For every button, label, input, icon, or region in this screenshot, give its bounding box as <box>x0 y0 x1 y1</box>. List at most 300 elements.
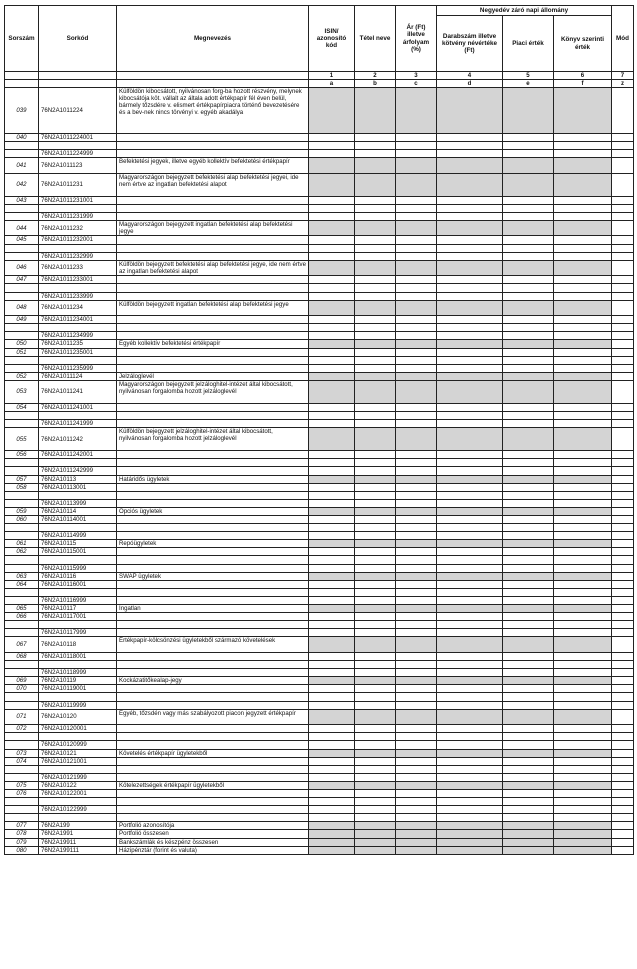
row-cell-tetel <box>355 588 396 596</box>
row-sorszam: 077 <box>5 822 39 830</box>
row-cell-darab <box>437 348 503 356</box>
table-row <box>5 524 634 532</box>
header-mod: Mód <box>612 6 634 72</box>
row-sorszam: 061 <box>5 540 39 548</box>
row-cell-ar <box>396 340 437 348</box>
table-row <box>5 605 634 613</box>
row-megnevezes <box>117 773 309 781</box>
row-cell-ar <box>396 300 437 316</box>
row-megnevezes <box>117 532 309 540</box>
row-sorszam <box>5 356 39 364</box>
row-megnevezes: Értékpapír-kölcsönzési ügyletekből származó követelések <box>117 637 309 653</box>
row-cell-konyv <box>554 741 612 749</box>
row-cell-mod <box>612 621 634 629</box>
row-cell-piaci <box>503 356 554 364</box>
row-sorkod: 76N2A1011232 <box>39 220 117 236</box>
col-number: 3 <box>396 72 437 80</box>
row-cell-isin <box>309 236 355 244</box>
row-cell-tetel <box>355 548 396 556</box>
row-cell-tetel <box>355 348 396 356</box>
row-megnevezes <box>117 204 309 212</box>
row-cell-mod <box>612 830 634 838</box>
row-cell-piaci <box>503 499 554 507</box>
row-cell-konyv <box>554 677 612 685</box>
row-cell-darab <box>437 380 503 403</box>
row-cell-darab <box>437 613 503 621</box>
row-cell-ar <box>396 765 437 773</box>
row-cell-piaci <box>503 572 554 580</box>
row-sorszam <box>5 621 39 629</box>
row-cell-piaci <box>503 685 554 693</box>
table-row <box>5 765 634 773</box>
row-cell-darab <box>437 580 503 588</box>
row-cell-mod <box>612 507 634 515</box>
row-megnevezes <box>117 629 309 637</box>
table-row <box>5 300 634 316</box>
row-cell-konyv <box>554 173 612 196</box>
row-megnevezes <box>117 814 309 822</box>
row-megnevezes <box>117 133 309 141</box>
row-sorszam: 051 <box>5 348 39 356</box>
row-sorszam: 049 <box>5 316 39 324</box>
col-letter: a <box>309 80 355 88</box>
row-cell-isin <box>309 669 355 677</box>
row-cell-konyv <box>554 260 612 276</box>
row-cell-isin <box>309 220 355 236</box>
row-cell-isin <box>309 428 355 451</box>
row-sorkod <box>39 588 117 596</box>
row-cell-tetel <box>355 133 396 141</box>
row-cell-konyv <box>554 773 612 781</box>
row-sorszam <box>5 596 39 604</box>
row-sorkod: 76N2A10115 <box>39 540 117 548</box>
row-cell-piaci <box>503 822 554 830</box>
row-cell-isin <box>309 348 355 356</box>
row-cell-mod <box>612 757 634 765</box>
row-cell-mod <box>612 725 634 733</box>
row-megnevezes <box>117 483 309 491</box>
table-row <box>5 709 634 725</box>
row-sorszam <box>5 532 39 540</box>
row-cell-konyv <box>554 420 612 428</box>
row-sorkod: 76N2A10122 <box>39 781 117 789</box>
row-cell-piaci <box>503 348 554 356</box>
row-cell-konyv <box>554 765 612 773</box>
table-row <box>5 846 634 854</box>
header-isin: ISIN/ azonosító kód <box>309 6 355 72</box>
row-cell-tetel <box>355 356 396 364</box>
row-sorkod: 76N2A10122001 <box>39 789 117 797</box>
row-cell-darab <box>437 507 503 515</box>
row-cell-piaci <box>503 220 554 236</box>
row-sorkod: 76N2A10120 <box>39 709 117 725</box>
row-cell-konyv <box>554 356 612 364</box>
row-cell-tetel <box>355 403 396 411</box>
row-sorkod: 76N2A10118999 <box>39 669 117 677</box>
row-cell-konyv <box>554 685 612 693</box>
row-cell-konyv <box>554 204 612 212</box>
row-megnevezes <box>117 348 309 356</box>
row-cell-ar <box>396 709 437 725</box>
row-cell-isin <box>309 316 355 324</box>
row-sorkod: 76N2A1011234999 <box>39 332 117 340</box>
row-cell-darab <box>437 292 503 300</box>
table-row <box>5 781 634 789</box>
row-cell-darab <box>437 822 503 830</box>
row-cell-konyv <box>554 300 612 316</box>
row-cell-piaci <box>503 372 554 380</box>
row-sorkod: 76N2A1011235 <box>39 340 117 348</box>
row-cell-darab <box>437 204 503 212</box>
row-sorkod: 76N2A1011232999 <box>39 252 117 260</box>
row-cell-tetel <box>355 621 396 629</box>
row-megnevezes <box>117 613 309 621</box>
row-cell-piaci <box>503 693 554 701</box>
row-cell-piaci <box>503 838 554 846</box>
row-sorkod <box>39 244 117 252</box>
row-cell-mod <box>612 733 634 741</box>
row-cell-isin <box>309 332 355 340</box>
row-sorkod: 76N2A10113 <box>39 475 117 483</box>
row-cell-piaci <box>503 749 554 757</box>
row-sorszam: 042 <box>5 173 39 196</box>
row-cell-konyv <box>554 798 612 806</box>
row-cell-mod <box>612 749 634 757</box>
row-sorszam: 048 <box>5 300 39 316</box>
row-cell-ar <box>396 499 437 507</box>
row-cell-ar <box>396 428 437 451</box>
row-sorszam: 057 <box>5 475 39 483</box>
row-sorkod <box>39 798 117 806</box>
row-cell-konyv <box>554 540 612 548</box>
row-cell-ar <box>396 475 437 483</box>
row-cell-tetel <box>355 846 396 854</box>
row-cell-darab <box>437 677 503 685</box>
row-cell-ar <box>396 292 437 300</box>
row-sorkod: 76N2A10118001 <box>39 652 117 660</box>
row-cell-piaci <box>503 773 554 781</box>
row-cell-mod <box>612 605 634 613</box>
row-cell-tetel <box>355 451 396 459</box>
row-cell-konyv <box>554 196 612 204</box>
row-cell-darab <box>437 701 503 709</box>
row-cell-ar <box>396 380 437 403</box>
row-cell-tetel <box>355 637 396 653</box>
row-cell-tetel <box>355 524 396 532</box>
table-row <box>5 661 634 669</box>
row-cell-mod <box>612 292 634 300</box>
row-sorszam <box>5 556 39 564</box>
row-megnevezes <box>117 403 309 411</box>
row-cell-ar <box>396 596 437 604</box>
row-cell-tetel <box>355 276 396 284</box>
row-cell-ar <box>396 572 437 580</box>
row-cell-isin <box>309 580 355 588</box>
row-cell-darab <box>437 260 503 276</box>
table-row <box>5 292 634 300</box>
row-cell-darab <box>437 276 503 284</box>
table-row <box>5 806 634 814</box>
table-row <box>5 621 634 629</box>
row-sorszam: 043 <box>5 196 39 204</box>
row-cell-mod <box>612 348 634 356</box>
row-cell-mod <box>612 475 634 483</box>
row-megnevezes: Befektetési jegyek, illetve egyéb kollektív befektetési értékpapír <box>117 157 309 173</box>
row-cell-konyv <box>554 637 612 653</box>
row-cell-tetel <box>355 789 396 797</box>
table-row <box>5 276 634 284</box>
row-cell-mod <box>612 652 634 660</box>
row-sorszam: 059 <box>5 507 39 515</box>
table-row <box>5 564 634 572</box>
row-cell-konyv <box>554 380 612 403</box>
row-cell-ar <box>396 814 437 822</box>
row-cell-konyv <box>554 467 612 475</box>
row-cell-piaci <box>503 532 554 540</box>
row-cell-mod <box>612 236 634 244</box>
row-cell-ar <box>396 757 437 765</box>
row-cell-isin <box>309 324 355 332</box>
row-cell-piaci <box>503 212 554 220</box>
row-cell-konyv <box>554 749 612 757</box>
row-megnevezes: Követelés értékpapír ügyletekből <box>117 749 309 757</box>
table-row <box>5 88 634 134</box>
table-row <box>5 220 634 236</box>
row-megnevezes: Magyarországon bejegyzett befektetési alap befektetési jegyei, ide nem értve az ingatlan befektetési alapot <box>117 173 309 196</box>
table-row <box>5 412 634 420</box>
row-cell-piaci <box>503 701 554 709</box>
row-cell-ar <box>396 284 437 292</box>
row-cell-piaci <box>503 789 554 797</box>
row-cell-darab <box>437 284 503 292</box>
table-row <box>5 149 634 157</box>
row-cell-tetel <box>355 141 396 149</box>
row-cell-ar <box>396 491 437 499</box>
row-cell-mod <box>612 781 634 789</box>
row-cell-mod <box>612 451 634 459</box>
row-megnevezes: Magyarországon bejegyzett ingatlan befektetési alap befektetési jegye <box>117 220 309 236</box>
row-megnevezes <box>117 196 309 204</box>
row-sorszam <box>5 252 39 260</box>
row-cell-ar <box>396 524 437 532</box>
table-row <box>5 515 634 523</box>
row-sorszam: 079 <box>5 838 39 846</box>
col-number: 6 <box>554 72 612 80</box>
row-cell-piaci <box>503 276 554 284</box>
row-cell-konyv <box>554 212 612 220</box>
table-row <box>5 572 634 580</box>
row-cell-mod <box>612 661 634 669</box>
row-megnevezes: Jelzáloglevél <box>117 372 309 380</box>
row-cell-tetel <box>355 173 396 196</box>
row-sorszam: 076 <box>5 789 39 797</box>
row-cell-tetel <box>355 372 396 380</box>
row-cell-piaci <box>503 236 554 244</box>
row-sorszam <box>5 491 39 499</box>
row-cell-isin <box>309 540 355 548</box>
row-cell-ar <box>396 613 437 621</box>
row-cell-konyv <box>554 822 612 830</box>
row-sorszam: 067 <box>5 637 39 653</box>
row-cell-konyv <box>554 340 612 348</box>
row-cell-mod <box>612 580 634 588</box>
row-sorkod: 76N2A10115001 <box>39 548 117 556</box>
row-cell-tetel <box>355 515 396 523</box>
row-sorszam: 041 <box>5 157 39 173</box>
table-row <box>5 629 634 637</box>
row-sorkod: 76N2A1011234001 <box>39 316 117 324</box>
row-cell-darab <box>437 564 503 572</box>
header-sorszam: Sorszám <box>5 6 39 72</box>
table-row <box>5 741 634 749</box>
header-tetel: Tétel neve <box>355 6 396 72</box>
row-cell-isin <box>309 204 355 212</box>
row-cell-mod <box>612 483 634 491</box>
row-cell-isin <box>309 765 355 773</box>
row-sorkod <box>39 412 117 420</box>
row-cell-darab <box>437 475 503 483</box>
row-cell-ar <box>396 133 437 141</box>
row-sorkod: 76N2A10116999 <box>39 596 117 604</box>
row-sorkod: 76N2A10118 <box>39 637 117 653</box>
col-letter: d <box>437 80 503 88</box>
row-sorkod: 76N2A10115999 <box>39 564 117 572</box>
row-sorkod: 76N2A1011232001 <box>39 236 117 244</box>
row-cell-darab <box>437 540 503 548</box>
row-sorkod: 76N2A10119999 <box>39 701 117 709</box>
row-sorszam <box>5 806 39 814</box>
row-sorkod: 76N2A10117 <box>39 605 117 613</box>
row-cell-isin <box>309 292 355 300</box>
row-cell-tetel <box>355 412 396 420</box>
row-cell-konyv <box>554 499 612 507</box>
row-cell-piaci <box>503 412 554 420</box>
row-cell-konyv <box>554 133 612 141</box>
row-cell-konyv <box>554 412 612 420</box>
row-cell-tetel <box>355 765 396 773</box>
row-cell-konyv <box>554 316 612 324</box>
row-cell-darab <box>437 637 503 653</box>
row-cell-piaci <box>503 733 554 741</box>
row-cell-piaci <box>503 781 554 789</box>
row-cell-tetel <box>355 838 396 846</box>
row-cell-isin <box>309 773 355 781</box>
row-cell-darab <box>437 548 503 556</box>
row-sorkod: 76N2A10119001 <box>39 685 117 693</box>
table-row <box>5 372 634 380</box>
row-cell-konyv <box>554 491 612 499</box>
row-sorszam <box>5 629 39 637</box>
row-cell-konyv <box>554 701 612 709</box>
row-cell-mod <box>612 204 634 212</box>
row-cell-konyv <box>554 483 612 491</box>
row-cell-isin <box>309 459 355 467</box>
row-sorszam: 066 <box>5 613 39 621</box>
row-cell-isin <box>309 149 355 157</box>
table-row <box>5 212 634 220</box>
row-sorkod: 76N2A1011224 <box>39 88 117 134</box>
row-cell-darab <box>437 830 503 838</box>
row-cell-tetel <box>355 822 396 830</box>
row-cell-mod <box>612 300 634 316</box>
row-cell-ar <box>396 157 437 173</box>
row-cell-ar <box>396 483 437 491</box>
row-cell-darab <box>437 838 503 846</box>
row-cell-darab <box>437 781 503 789</box>
row-sorszam <box>5 765 39 773</box>
col-letter: f <box>554 80 612 88</box>
row-cell-tetel <box>355 669 396 677</box>
row-cell-ar <box>396 637 437 653</box>
row-sorszam: 071 <box>5 709 39 725</box>
row-cell-ar <box>396 403 437 411</box>
row-cell-darab <box>437 773 503 781</box>
row-cell-piaci <box>503 284 554 292</box>
row-cell-darab <box>437 141 503 149</box>
row-cell-piaci <box>503 300 554 316</box>
table-row <box>5 428 634 451</box>
row-cell-konyv <box>554 524 612 532</box>
row-cell-tetel <box>355 830 396 838</box>
row-cell-mod <box>612 515 634 523</box>
row-sorkod: 76N2A1011234 <box>39 300 117 316</box>
row-cell-tetel <box>355 420 396 428</box>
row-cell-darab <box>437 236 503 244</box>
row-megnevezes <box>117 491 309 499</box>
row-cell-ar <box>396 196 437 204</box>
row-megnevezes: Kötelezettségek értékpapír ügyletekből <box>117 781 309 789</box>
row-megnevezes <box>117 292 309 300</box>
row-megnevezes <box>117 332 309 340</box>
row-cell-isin <box>309 420 355 428</box>
table-row <box>5 733 634 741</box>
row-sorszam <box>5 661 39 669</box>
row-cell-mod <box>612 613 634 621</box>
row-cell-isin <box>309 685 355 693</box>
row-cell-ar <box>396 556 437 564</box>
row-cell-piaci <box>503 340 554 348</box>
row-cell-tetel <box>355 324 396 332</box>
row-cell-darab <box>437 499 503 507</box>
row-sorszam: 073 <box>5 749 39 757</box>
row-cell-konyv <box>554 580 612 588</box>
row-cell-piaci <box>503 652 554 660</box>
row-cell-darab <box>437 685 503 693</box>
row-cell-mod <box>612 88 634 134</box>
row-cell-ar <box>396 141 437 149</box>
row-megnevezes <box>117 244 309 252</box>
row-sorkod: 76N2A1011231999 <box>39 212 117 220</box>
row-sorkod: 76N2A1011233999 <box>39 292 117 300</box>
row-cell-ar <box>396 773 437 781</box>
row-cell-piaci <box>503 459 554 467</box>
row-cell-darab <box>437 244 503 252</box>
row-cell-konyv <box>554 252 612 260</box>
row-cell-mod <box>612 220 634 236</box>
row-cell-piaci <box>503 661 554 669</box>
col-number: 7 <box>612 72 634 80</box>
row-cell-ar <box>396 236 437 244</box>
row-sorszam: 070 <box>5 685 39 693</box>
report-table <box>4 5 634 855</box>
row-cell-darab <box>437 332 503 340</box>
table-row <box>5 364 634 372</box>
table-row <box>5 814 634 822</box>
row-cell-isin <box>309 475 355 483</box>
row-sorkod: 76N2A10114001 <box>39 515 117 523</box>
row-megnevezes <box>117 701 309 709</box>
row-cell-mod <box>612 324 634 332</box>
